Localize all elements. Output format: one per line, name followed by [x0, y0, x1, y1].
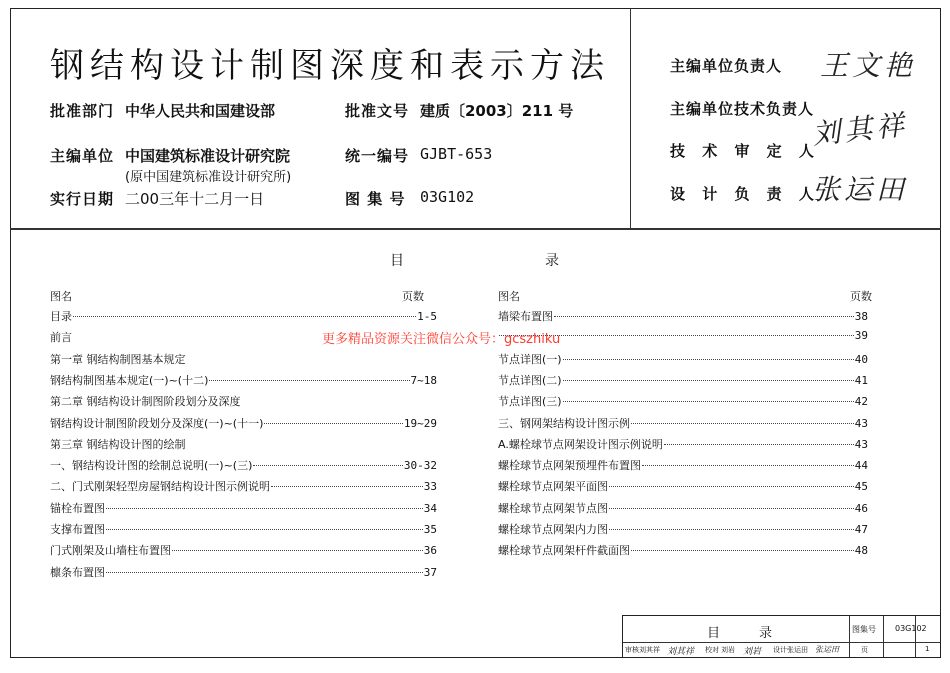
- approve-doc-value: 建质〔2003〕211 号: [420, 102, 574, 120]
- approve-dept-label: 批准部门: [50, 102, 115, 120]
- toc-entry-page: 45: [854, 480, 868, 494]
- toc-entry-page: 43: [854, 437, 868, 451]
- toc-leader-dots: [264, 423, 402, 424]
- tb-page-label: 页: [861, 646, 868, 654]
- left-col-name-head: 图名: [50, 290, 72, 303]
- tb-design-label: 设计: [773, 646, 787, 654]
- approve-doc-label: 批准文号: [345, 102, 410, 120]
- toc-leader-dots: [106, 572, 423, 573]
- header-divider-vertical: [630, 8, 631, 228]
- signature-designer: 张运田: [812, 173, 909, 206]
- toc-entry-page: 40: [854, 352, 868, 366]
- toc-entry-title: 前言: [50, 331, 72, 345]
- toc-entry-page: 7~18: [410, 373, 437, 387]
- signature-chief: 王文艳: [820, 49, 917, 82]
- right-col-name-head: 图名: [498, 290, 520, 303]
- toc-entry-page: 19~29: [403, 416, 437, 430]
- toc-entry: [498, 308, 868, 326]
- toc-entry-page: 30-32: [403, 459, 437, 473]
- toc-entry-title: 螺栓球节点网架预埋件布置图: [498, 459, 641, 473]
- tb-review-sign: 刘其祥: [667, 647, 695, 657]
- left-col-page-head: 页数: [402, 290, 424, 303]
- tb-name-left: 目: [707, 626, 721, 641]
- toc-entry: [50, 372, 437, 390]
- toc-title-right: 录: [545, 253, 559, 269]
- toc-entry-title: 门式刚架及山墙柱布置图: [50, 544, 171, 558]
- tb-atlas-label: 图集号: [852, 625, 876, 634]
- toc-entry-page: 46: [854, 501, 868, 515]
- toc-title-left: 目: [390, 253, 404, 269]
- toc-leader-dots: [631, 550, 854, 551]
- toc-entry-title: 二、门式刚架轻型房屋钢结构设计图示例说明: [50, 480, 270, 494]
- toc-entry-title: 一、钢结构设计图的绘制总说明(一)~(三): [50, 459, 253, 473]
- toc-entry: [498, 478, 868, 496]
- toc-entry: [498, 436, 868, 454]
- toc-entry-title: A.螺栓球节点网架设计图示例说明: [498, 437, 663, 451]
- toc-leader-dots: [631, 423, 854, 424]
- toc-entry-title: 螺栓球节点网架杆件截面图: [498, 544, 630, 558]
- toc-leader-dots: [209, 380, 409, 381]
- tb-review-label: 审核: [625, 646, 639, 654]
- toc-entry: [50, 457, 437, 475]
- toc-leader-dots: [172, 550, 423, 551]
- toc-entry: [50, 542, 437, 560]
- toc-leader-dots: [253, 465, 402, 466]
- resp-label-designer: 设 计 负 责 人: [670, 185, 820, 203]
- toc-leader-dots: [563, 401, 854, 402]
- toc-leader-dots: [563, 380, 854, 381]
- toc-entry-page: 38: [854, 310, 868, 323]
- toc-entry-page: 47: [854, 523, 868, 536]
- toc-entry-title: 钢结构设计制图阶段划分及深度(一)~(十一): [50, 416, 264, 430]
- tb-review-name: 刘其祥: [639, 646, 660, 654]
- watermark-text: 更多精品资源关注微信公众号：gcszhiku: [322, 332, 561, 347]
- toc-entry-page: 34: [423, 501, 437, 515]
- toc-entry-title: 节点详图(二): [498, 373, 562, 387]
- toc-entry-page: 36: [423, 544, 437, 558]
- editor-unit-value: 中国建筑标准设计研究院: [125, 147, 291, 165]
- toc-entry-title: 锚栓布置图: [50, 501, 105, 515]
- toc-entry: [50, 351, 437, 369]
- toc-entry: [50, 564, 437, 582]
- toc-entry: [498, 351, 868, 369]
- tb-atlas-value: 03G102: [895, 624, 927, 633]
- toc-entry-page: 33: [423, 480, 437, 494]
- toc-entry-page: 43: [854, 416, 868, 430]
- toc-entry-page: 41: [854, 373, 868, 387]
- toc-entry-page: 39: [854, 329, 868, 343]
- tb-name-right: 录: [759, 626, 773, 641]
- tb-check-label: 校对: [705, 646, 719, 654]
- toc-entry-title: 螺栓球节点网架平面图: [498, 480, 608, 494]
- toc-entry: [50, 500, 437, 518]
- header-divider-horizontal: [10, 228, 941, 230]
- toc-entry: [498, 542, 868, 560]
- toc-entry-title: 螺栓球节点网架内力图: [498, 523, 608, 536]
- toc-entry: [498, 393, 868, 411]
- toc-entry-page: 35: [423, 523, 437, 536]
- tb-check-name: 刘岩: [721, 646, 735, 654]
- toc-entry: [498, 457, 868, 475]
- tb-design-sign: 张运田: [815, 645, 839, 654]
- editor-unit-note: (原中国建筑标准设计研究所): [125, 170, 292, 185]
- toc-entry: [498, 500, 868, 518]
- toc-entry: [50, 521, 437, 539]
- toc-leader-dots: [563, 359, 854, 360]
- atlas-label: 图 集 号: [345, 190, 406, 208]
- tb-design-name: 张运田: [787, 646, 808, 654]
- toc-entry-page: 1-5: [417, 310, 437, 323]
- toc-entry-title: 节点详图(三): [498, 395, 562, 409]
- toc-entry-page: 42: [854, 395, 868, 409]
- toc-entry-title: 第一章 钢结构制图基本规定: [50, 352, 186, 366]
- toc-leader-dots: [106, 529, 423, 530]
- toc-leader-dots: [271, 486, 423, 487]
- toc-entry-title: 节点详图(一): [498, 352, 562, 366]
- serial-label: 统一编号: [345, 147, 410, 165]
- toc-entry: [50, 436, 437, 454]
- serial-value: GJBT-653: [420, 145, 493, 163]
- editor-unit-label: 主编单位: [50, 147, 115, 165]
- signature-tech: 刘其祥: [810, 108, 910, 151]
- title-block: [622, 615, 941, 658]
- right-col-page-head: 页数: [850, 290, 872, 303]
- toc-leader-dots: [554, 316, 854, 317]
- toc-leader-dots: [609, 486, 854, 487]
- toc-entry-title: 檩条布置图: [50, 565, 105, 579]
- toc-entry-title: 支撑布置图: [50, 523, 105, 536]
- resp-label-tech: 主编单位技术负责人: [670, 100, 815, 118]
- toc-entry-title: 钢结构制图基本规定(一)~(十二): [50, 373, 209, 387]
- toc-leader-dots: [609, 508, 854, 509]
- tb-check-sign: 刘岩: [743, 647, 762, 657]
- date-value: 二00三年十二月一日: [125, 190, 265, 208]
- resp-label-review: 技 术 审 定 人: [670, 142, 820, 160]
- toc-entry: [498, 521, 868, 539]
- toc-leader-dots: [106, 508, 423, 509]
- toc-entry-page: 44: [854, 459, 868, 473]
- toc-entry-title: 螺栓球节点网架节点图: [498, 501, 608, 515]
- toc-entry: [50, 415, 437, 433]
- date-label: 实行日期: [50, 190, 115, 208]
- toc-entry: [498, 415, 868, 433]
- toc-entry: [50, 393, 437, 411]
- toc-entry-page: 48: [854, 544, 868, 558]
- toc-entry-title: 第二章 钢结构设计制图阶段划分及深度: [50, 395, 241, 409]
- toc-leader-dots: [73, 316, 416, 317]
- toc-entry-title: 目录: [50, 310, 72, 323]
- toc-entry: [498, 372, 868, 390]
- toc-entry-page: 37: [423, 565, 437, 579]
- toc-leader-dots: [642, 465, 854, 466]
- toc-entry-title: 第三章 钢结构设计图的绘制: [50, 437, 186, 451]
- toc-entry: [50, 308, 437, 326]
- resp-label-chief: 主编单位负责人: [670, 57, 783, 75]
- toc-leader-dots: [664, 444, 854, 445]
- tb-page-value: 1: [925, 645, 930, 653]
- toc-entry-title: 墙梁布置图: [498, 310, 553, 323]
- toc-entry-title: 三、钢网架结构设计图示例: [498, 416, 630, 430]
- atlas-value: 03G102: [420, 188, 475, 206]
- approve-dept-value: 中华人民共和国建设部: [125, 102, 276, 120]
- document-title: 钢结构设计制图深度和表示方法: [50, 46, 610, 86]
- toc-entry: [50, 478, 437, 496]
- toc-leader-dots: [609, 529, 854, 530]
